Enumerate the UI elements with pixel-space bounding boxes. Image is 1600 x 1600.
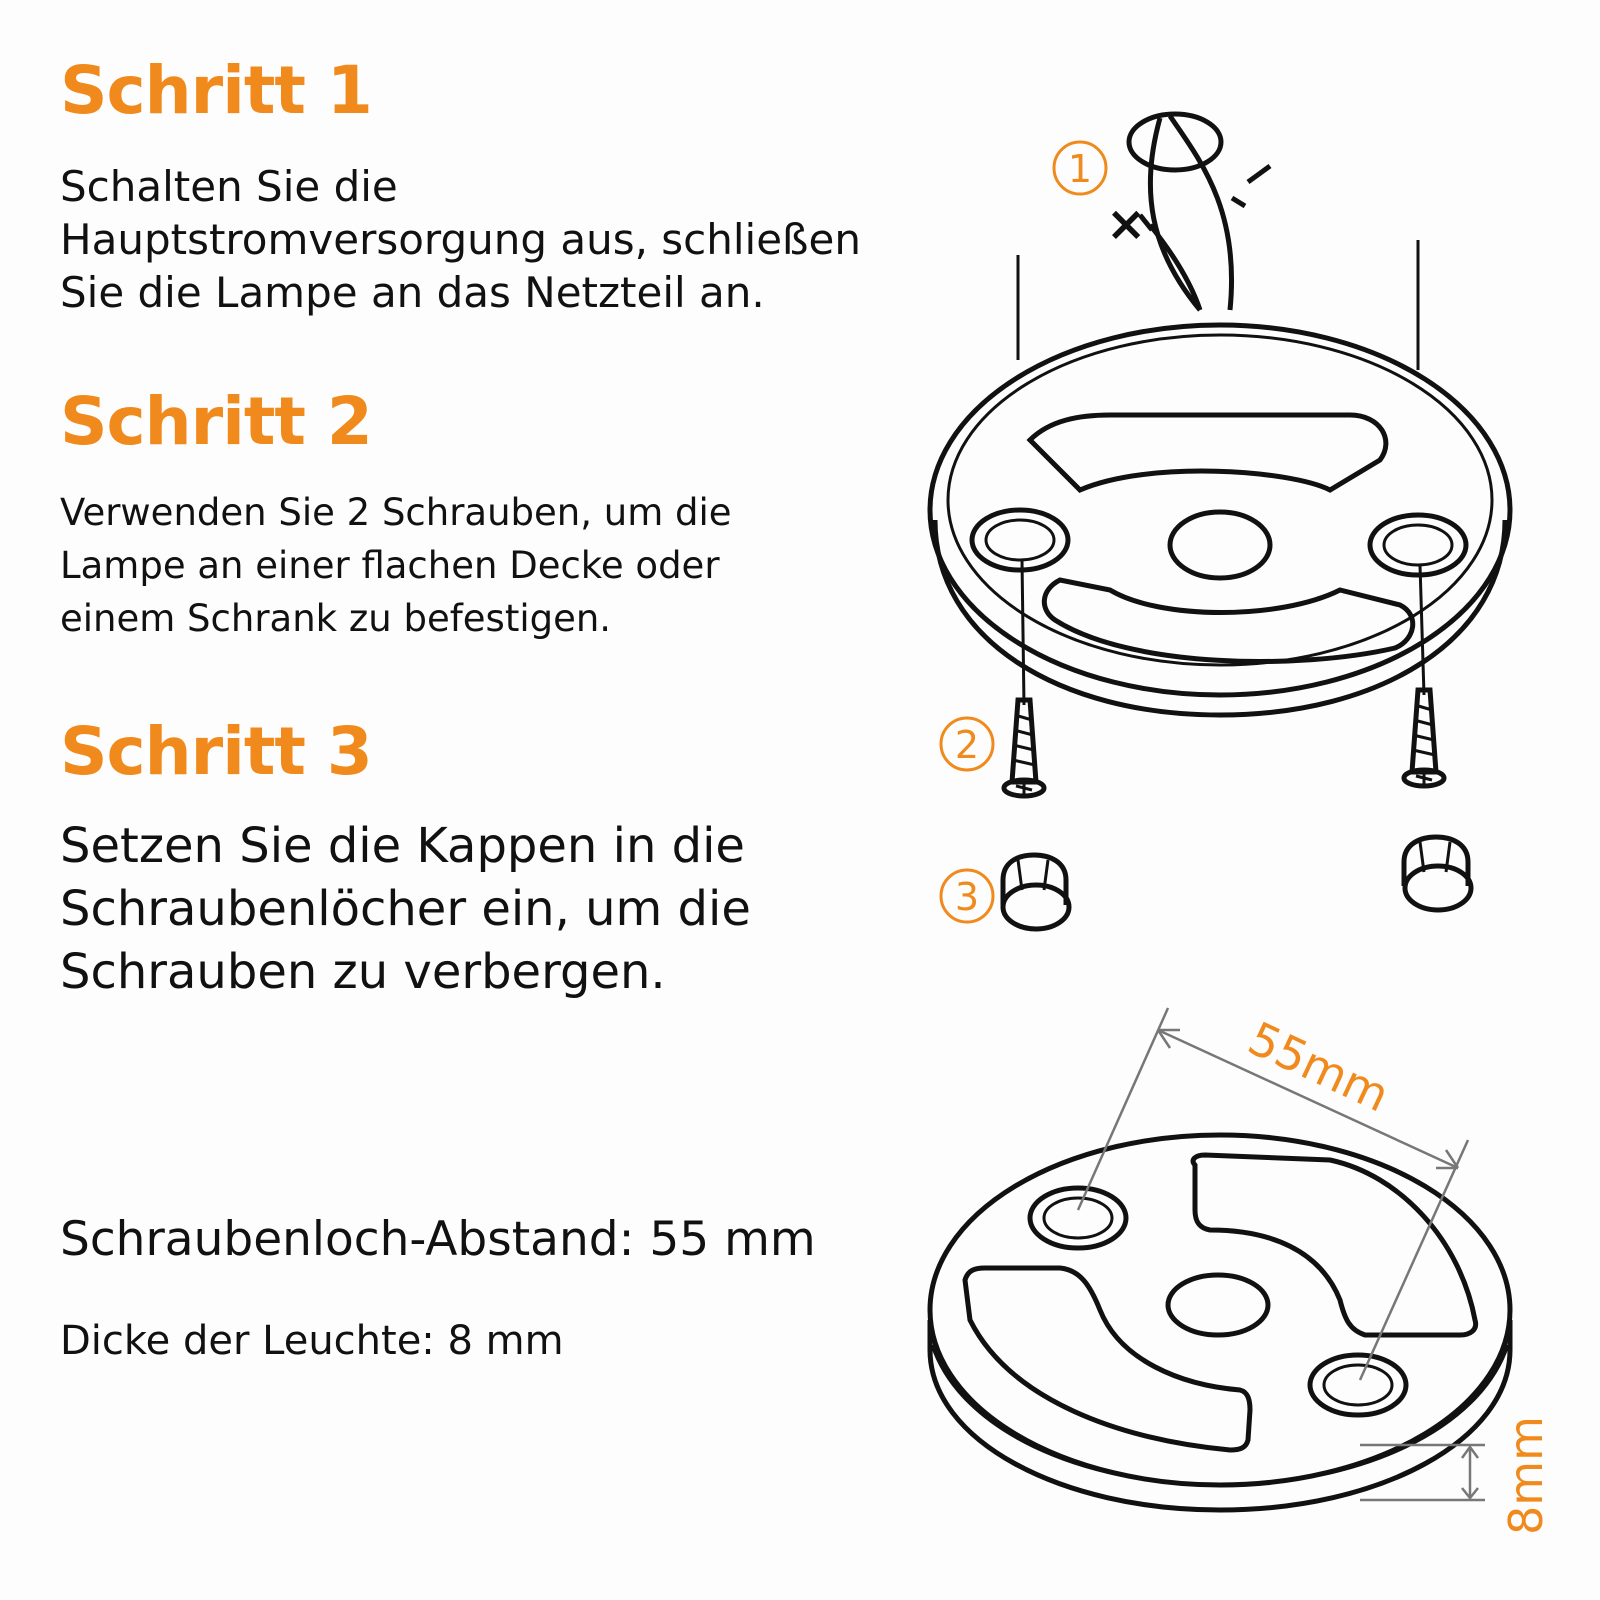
step-1-text: Schalten Sie die Hauptstromversorgung aus, schließen Sie die Lampe an das Netzteil an. — [60, 162, 861, 317]
badge-step-1 — [1054, 142, 1106, 194]
wire-plus-sign: × — [1106, 196, 1147, 252]
step-3-title: Schritt 3 — [60, 713, 372, 790]
hole-spacing-spec: Schraubenloch-Abstand: 55 mm — [60, 1212, 816, 1267]
thickness-spec: Dicke der Leuchte: 8 mm — [60, 1318, 564, 1364]
cap-left — [1003, 855, 1069, 929]
thickness-dimension — [1360, 1445, 1485, 1500]
screw-right — [1404, 690, 1444, 786]
svg-text:1: 1 — [1067, 147, 1093, 191]
screw-left — [1004, 700, 1044, 796]
step-2-text: Verwenden Sie 2 Schrauben, um die Lampe an einer flachen Decke oder einem Schrank zu befestigen. — [60, 491, 732, 640]
lamp-base-bottom — [930, 1135, 1510, 1510]
cap-right — [1404, 837, 1471, 910]
step-3-text: Setzen Sie die Kappen in die Schraubenlöcher ein, um die Schrauben zu verbergen. — [60, 818, 751, 1000]
svg-text:2: 2 — [954, 723, 980, 767]
junction-box-with-wires — [1129, 114, 1270, 310]
screw-guide-left — [1022, 560, 1024, 705]
screw-guide-right — [1420, 565, 1424, 695]
badge-step-3 — [941, 870, 993, 922]
thickness-dimension-label: 8mm — [1499, 1416, 1553, 1535]
svg-text:3: 3 — [954, 875, 980, 919]
step-2-title: Schritt 2 — [60, 383, 372, 460]
step-1-title: Schritt 1 — [60, 52, 372, 129]
badge-step-2 — [941, 718, 993, 770]
spacing-dimension-label: 55mm — [1240, 1011, 1398, 1123]
